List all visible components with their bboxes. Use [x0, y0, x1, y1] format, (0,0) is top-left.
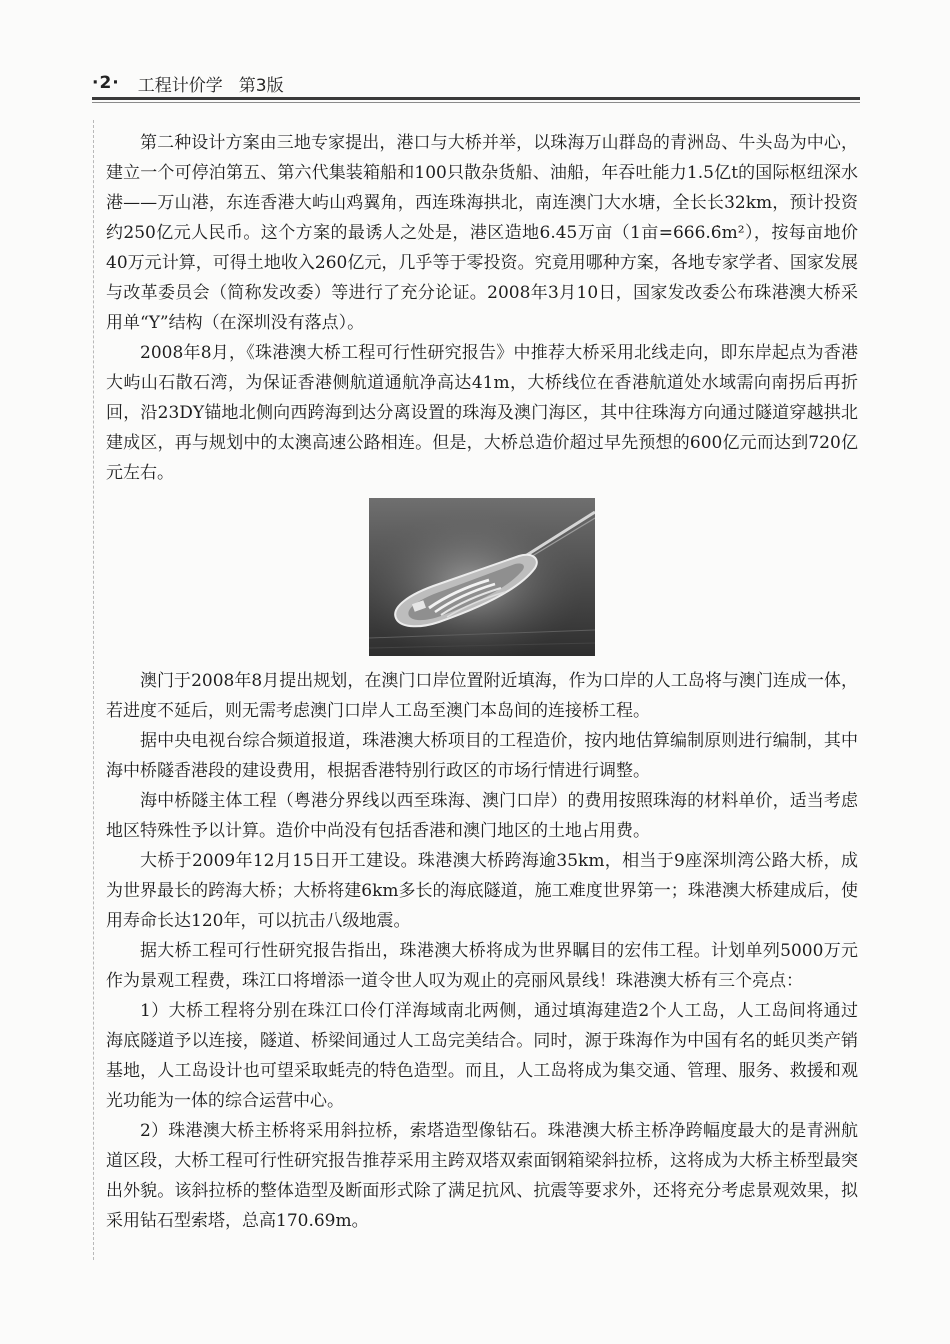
paragraph: 据大桥工程可行性研究报告指出，珠港澳大桥将成为世界瞩目的宏伟工程。计划单列5000万元作为景观工程费，珠江口将增添一道令世人叹为观止的亮丽风景线！珠港澳大桥有三个亮点： [106, 941, 858, 991]
margin-guide-line [93, 120, 94, 1260]
paragraph: 海中桥隧主体工程（粤港分界线以西至珠海、澳门口岸）的费用按照珠海的材料单价，适当考虑地区特殊性予以计算。造价中尚没有包括香港和澳门地区的土地占用费。 [106, 791, 858, 841]
paragraph: 据中央电视台综合频道报道，珠港澳大桥项目的工程造价，按内地估算编制原则进行编制，其中海中桥隧香港段的建设费用，根据香港特别行政区的市场行情进行调整。 [106, 731, 858, 781]
paragraph: 大桥于2009年12月15日开工建设。珠港澳大桥跨海逾35km，相当于9座深圳湾公路大桥，成为世界最长的跨海大桥；大桥将建6km多长的海底隧道，施工难度世界第一；珠港澳大桥建成后，使用寿命长达120年，可以抗击八级地震。 [106, 851, 858, 931]
paragraph: 2）珠港澳大桥主桥将采用斜拉桥，索塔造型像钻石。珠港澳大桥主桥净跨幅度最大的是青洲航道区段，大桥工程可行性研究报告推荐采用主跨双塔双索面钢箱梁斜拉桥，这将成为大桥主桥型最突出外貌。该斜拉桥的整体造型及断面形式除了满足抗风、抗震等要求外，还将充分考虑景观效果，拟采用钻石型索塔，总高170.69m。 [106, 1121, 858, 1231]
body-text [106, 128, 858, 1236]
book-title: 工程计价学 [137, 75, 223, 96]
edition-label: 第3版 [238, 75, 284, 96]
page-number: ·2· [92, 73, 120, 93]
header-rule [92, 97, 860, 100]
paragraph: 1）大桥工程将分别在珠江口伶仃洋海域南北两侧，通过填海建造2个人工岛，人工岛间将通过海底隧道予以连接，隧道、桥梁间通过人工岛完美结合。同时，源于珠海作为中国有名的蚝贝类产销基地，人工岛设计也可望采取蚝壳的特色造型。而且，人工岛将成为集交通、管理、服务、救援和观光功能为一体的综合运营中心。 [106, 1001, 858, 1111]
paragraph: 澳门于2008年8月提出规划，在澳门口岸位置附近填海，作为口岸的人工岛将与澳门连成一体，若进度不延后，则无需考虑澳门口岸人工岛至澳门本岛间的连接桥工程。 [106, 671, 858, 721]
paragraph: 2008年8月，《珠港澳大桥工程可行性研究报告》中推荐大桥采用北线走向，即东岸起点为香港大屿山石散石湾，为保证香港侧航道通航净高达41m，大桥线位在香港航道处水域需向南拐后再折回，沿23DY锚地北侧向西跨海到达分离设置的珠海及澳门海区，其中往珠海方向通过隧道穿越拱北建成区，再与规划中的太澳高速公路相连。但是，大桥总造价超过早先预想的600亿元而达到720亿元左右。 [106, 343, 858, 483]
page-header [92, 70, 284, 96]
artificial-island-rendering-icon [369, 498, 595, 656]
paragraph: 第二种设计方案由三地专家提出，港口与大桥并举，以珠海万山群岛的青洲岛、牛头岛为中心，建立一个可停泊第五、第六代集装箱船和100只散杂货船、油船，年吞吐能力1.5亿t的国际枢纽深水港——万山港，东连香港大屿山鸡翼角，西连珠海拱北，南连澳门大水塘，全长长32km，预计投资约250亿元人民币。这个方案的最诱人之处是，港区造地6.45万亩（1亩=666.6̇m²），按每亩地价40万元计算，可得土地收入260亿元，几乎等于零投资。究竟用哪种方案，各地专家学者、国家发展与改革委员会（简称发改委）等进行了充分论证。2008年3月10日，国家发改委公布珠港澳大桥采用单“Y”结构（在深圳没有落点）。 [106, 133, 858, 333]
artificial-island-figure [369, 498, 595, 656]
header-rule-thin [92, 102, 860, 103]
